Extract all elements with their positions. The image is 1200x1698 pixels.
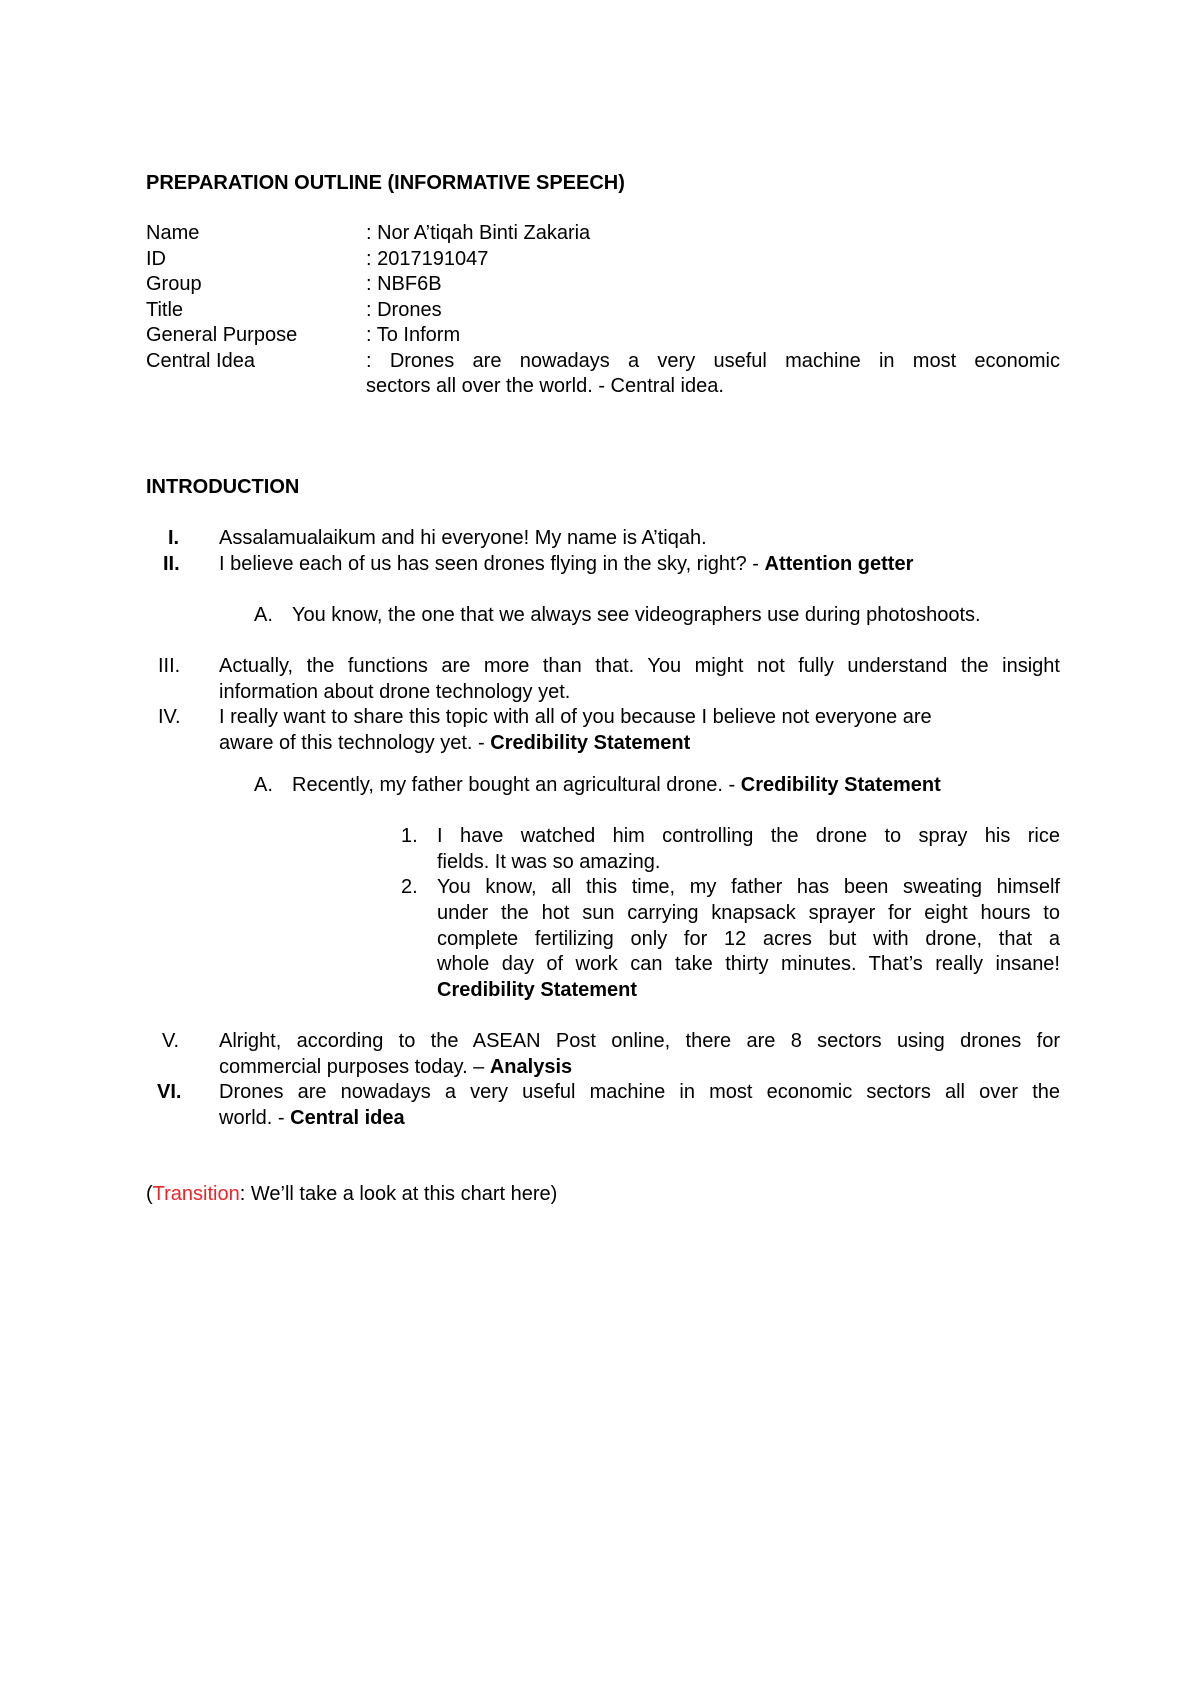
item-tag: Credibility Statement xyxy=(490,732,691,754)
info-value-group: : NBF6B xyxy=(366,273,442,295)
subsubitem-number: 2. xyxy=(401,876,418,898)
item-tag: Central idea xyxy=(290,1107,405,1129)
item-text-line1: Actually, the functions are more than that. You might not fully understand the insight xyxy=(219,655,1060,677)
subsubitem-text-line1: I have watched him controlling the drone to spray his rice xyxy=(437,825,1060,847)
info-label-title: Title xyxy=(146,299,184,321)
subitem-letter: A. xyxy=(254,774,273,796)
subsubitem-text-line1: You know, all this time, my father has been sweating himself xyxy=(437,876,1060,898)
info-label-name: Name xyxy=(146,222,200,244)
info-value-purpose: : To Inform xyxy=(366,324,461,346)
item-number: IV. xyxy=(158,706,181,728)
transition-paren: ( xyxy=(146,1183,153,1205)
info-label-central-idea: Central Idea xyxy=(146,350,255,372)
item-text-line1: I really want to share this topic with all of you because I believe not everyone are xyxy=(219,706,932,728)
subsubitem-number: 1. xyxy=(401,825,418,847)
info-value-central-idea-line1: : Drones are nowadays a very useful machine in most economic xyxy=(366,350,1060,372)
subsubitem-text-line2: under the hot sun carrying knapsack sprayer for eight hours to xyxy=(437,902,1060,924)
item-text-line2: information about drone technology yet. xyxy=(219,681,571,703)
item-text-line1: Alright, according to the ASEAN Post online, there are 8 sectors using drones for xyxy=(219,1030,1060,1052)
item-tag: Analysis xyxy=(489,1056,573,1078)
subitem-text xyxy=(292,773,941,799)
item-tag: Credibility Statement xyxy=(740,774,941,796)
info-label-group: Group xyxy=(146,273,202,295)
item-number: V. xyxy=(162,1030,180,1052)
item-text-body: commercial purposes today. – xyxy=(219,1056,490,1078)
item-tag: Credibility Statement xyxy=(437,979,638,1001)
item-number: III. xyxy=(158,655,181,677)
subitem-text: You know, the one that we always see videographers use during photoshoots. xyxy=(292,604,981,626)
item-text-body: I believe each of us has seen drones flying in the sky, right? - xyxy=(219,553,765,575)
transition-label: Transition xyxy=(152,1183,240,1205)
transition-line xyxy=(146,1182,557,1208)
subsubitem-text-line3: complete fertilizing only for 12 acres but with drone, that a xyxy=(437,928,1060,950)
info-value-id: : 2017191047 xyxy=(366,248,489,270)
introduction-heading: INTRODUCTION xyxy=(146,476,300,498)
info-value-title: : Drones xyxy=(366,299,442,321)
item-text-body: world. - xyxy=(219,1107,291,1129)
item-text-line2 xyxy=(219,1106,405,1132)
item-tag: Attention getter xyxy=(764,553,914,575)
document-heading: PREPARATION OUTLINE (INFORMATIVE SPEECH) xyxy=(146,172,625,194)
info-value-central-idea-line2: sectors all over the world. - Central idea. xyxy=(366,375,724,397)
item-text-body: aware of this technology yet. - xyxy=(219,732,491,754)
item-text: Assalamualaikum and hi everyone! My name is A’tiqah. xyxy=(219,527,707,549)
item-text-line2 xyxy=(219,731,690,757)
subitem-letter: A. xyxy=(254,604,273,626)
info-label-purpose: General Purpose xyxy=(146,324,298,346)
item-number: I. xyxy=(168,527,180,549)
item-text-body: Recently, my father bought an agricultural drone. - xyxy=(292,774,741,796)
subsubitem-text-line4: whole day of work can take thirty minutes. That’s really insane! xyxy=(437,953,1060,975)
transition-text: : We’ll take a look at this chart here) xyxy=(239,1183,558,1205)
subsubitem-text-line2: fields. It was so amazing. xyxy=(437,851,661,873)
info-value-name: : Nor A’tiqah Binti Zakaria xyxy=(366,222,591,244)
item-number: VI. xyxy=(157,1081,182,1103)
info-label-id: ID xyxy=(146,248,166,270)
item-text-line1: Drones are nowadays a very useful machine in most economic sectors all over the xyxy=(219,1081,1060,1103)
item-number: II. xyxy=(163,553,180,575)
item-text xyxy=(219,552,913,578)
item-text-line2 xyxy=(219,1055,572,1081)
